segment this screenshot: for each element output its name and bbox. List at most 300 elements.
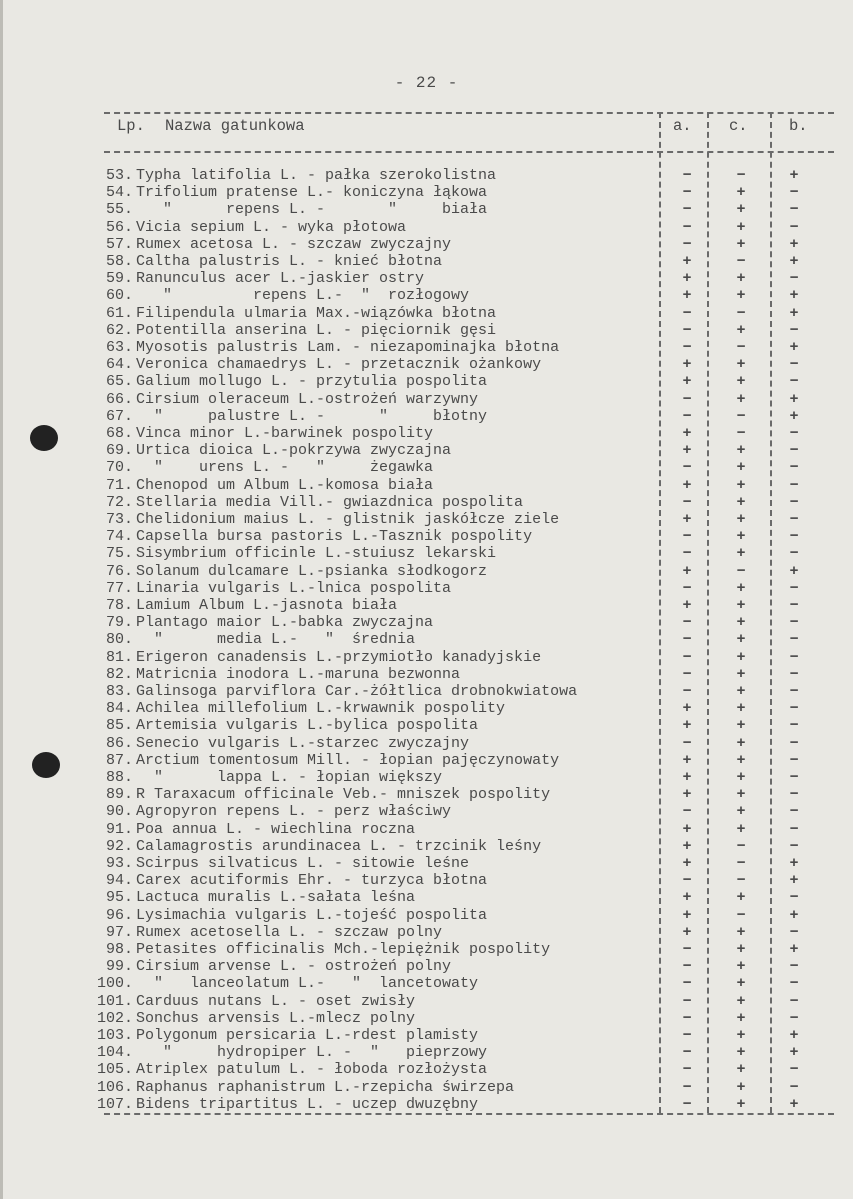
- row-number: 85.: [105, 717, 133, 735]
- table-row: [0, 907, 853, 924]
- table-header-rule: [104, 151, 834, 153]
- mark-c: +: [736, 769, 746, 786]
- mark-a: −: [682, 1009, 692, 1027]
- table-row: [0, 666, 853, 683]
- mark-a: −: [682, 1095, 692, 1113]
- row-number: 69.: [105, 442, 133, 460]
- mark-c: +: [736, 923, 746, 941]
- mark-c: +: [736, 528, 746, 546]
- mark-c: −: [736, 339, 746, 356]
- mark-a: +: [682, 511, 692, 528]
- table-row: [0, 649, 853, 666]
- mark-a: +: [682, 906, 692, 924]
- table-row: [0, 219, 853, 236]
- mark-a: −: [682, 579, 692, 597]
- table-row: [0, 563, 853, 580]
- mark-b: −: [789, 270, 799, 288]
- table-row: [0, 752, 853, 769]
- row-number: 96.: [105, 906, 133, 924]
- table-row: [0, 941, 853, 958]
- row-number: 80.: [105, 631, 133, 649]
- row-number: 63.: [105, 339, 133, 356]
- row-number: 73.: [105, 511, 133, 528]
- species-name: Ranunculus acer L.-jaskier ostry: [136, 270, 425, 288]
- mark-c: +: [736, 992, 746, 1010]
- species-name: Capsella bursa pastoris L.-Tasznik pospolity: [136, 528, 533, 546]
- mark-b: +: [789, 390, 799, 408]
- mark-a: −: [682, 321, 692, 339]
- species-name: Bidens tripartitus L. - uczep dwuzębny: [136, 1095, 479, 1113]
- mark-b: −: [789, 683, 799, 700]
- mark-a: −: [682, 803, 692, 821]
- table-row: [0, 442, 853, 459]
- row-number: 88.: [105, 769, 133, 786]
- mark-a: −: [682, 958, 692, 976]
- mark-c: +: [736, 390, 746, 408]
- species-name: Chenopod um Album L.-komosa biała: [136, 476, 434, 494]
- mark-c: +: [736, 958, 746, 976]
- table-row: [0, 614, 853, 631]
- row-number: 74.: [105, 528, 133, 546]
- row-number: 84.: [105, 700, 133, 718]
- species-name: Arctium tomentosum Mill. - łopian pajęczynowaty: [136, 751, 560, 769]
- header-b: b.: [789, 117, 808, 135]
- row-number: 101.: [96, 992, 133, 1010]
- species-name: Calamagrostis arundinacea L. - trzcinik leśny: [136, 837, 542, 855]
- row-number: 65.: [105, 373, 133, 391]
- species-name: Artemisia vulgaris L.-bylica pospolita: [136, 717, 479, 735]
- species-name: Carex acutiformis Ehr. - turzyca błotna: [136, 872, 488, 890]
- table-row: [0, 528, 853, 545]
- table-row: [0, 459, 853, 476]
- mark-b: −: [789, 1078, 799, 1096]
- mark-a: +: [682, 889, 692, 907]
- mark-b: −: [789, 579, 799, 597]
- mark-a: −: [682, 459, 692, 477]
- row-number: 94.: [105, 872, 133, 890]
- mark-a: −: [682, 545, 692, 563]
- species-name: " media L.- " średnia: [136, 631, 416, 649]
- mark-c: +: [736, 1078, 746, 1096]
- species-name: Vicia sepium L. - wyka płotowa: [136, 218, 407, 236]
- mark-b: −: [789, 803, 799, 821]
- mark-c: +: [736, 700, 746, 718]
- row-number: 58.: [105, 253, 133, 270]
- row-number: 75.: [105, 545, 133, 563]
- mark-b: −: [789, 201, 799, 219]
- mark-b: −: [789, 820, 799, 838]
- mark-a: −: [682, 184, 692, 202]
- row-number: 53.: [105, 167, 133, 184]
- species-name: Linaria vulgaris L.-lnica pospolita: [136, 579, 452, 597]
- row-number: 106.: [96, 1078, 133, 1096]
- species-name: Sisymbrium officinle L.-stuiusz lekarski: [136, 545, 497, 563]
- mark-b: −: [789, 459, 799, 477]
- table-top-rule: [104, 112, 834, 114]
- row-number: 105.: [96, 1061, 133, 1079]
- species-name: Atriplex patulum L. - łoboda rozłożysta: [136, 1061, 488, 1079]
- mark-c: +: [736, 889, 746, 907]
- row-number: 107.: [96, 1095, 133, 1113]
- mark-b: −: [789, 493, 799, 511]
- row-number: 98.: [105, 941, 133, 958]
- table-row: [0, 958, 853, 975]
- species-name: Galium mollugo L. - przytulia pospolita: [136, 373, 488, 391]
- mark-c: +: [736, 511, 746, 528]
- mark-c: +: [736, 442, 746, 460]
- table-row: [0, 889, 853, 906]
- row-number: 97.: [105, 923, 133, 941]
- mark-a: +: [682, 425, 692, 442]
- row-number: 95.: [105, 889, 133, 907]
- row-number: 66.: [105, 390, 133, 408]
- mark-b: +: [789, 253, 799, 270]
- mark-c: +: [736, 717, 746, 735]
- row-number: 57.: [105, 235, 133, 253]
- table-row: [0, 1044, 853, 1061]
- table-row: [0, 373, 853, 390]
- mark-a: +: [682, 837, 692, 855]
- mark-b: +: [789, 287, 799, 305]
- species-name: Rumex acetosella L. - szczaw polny: [136, 923, 443, 941]
- table-row: [0, 1079, 853, 1096]
- mark-c: +: [736, 751, 746, 769]
- table-row: [0, 287, 853, 304]
- mark-a: −: [682, 1078, 692, 1096]
- row-number: 81.: [105, 648, 133, 666]
- table-row: [0, 184, 853, 201]
- species-name: Lysimachia vulgaris L.-tojeść pospolita: [136, 906, 488, 924]
- mark-b: +: [789, 941, 799, 958]
- species-name: Erigeron canadensis L.-przymiotło kanadyjskie: [136, 648, 542, 666]
- row-number: 59.: [105, 270, 133, 288]
- table-row: [0, 786, 853, 803]
- species-name: " hydropiper L. - " pieprzowy: [136, 1044, 488, 1062]
- row-number: 60.: [105, 287, 133, 305]
- mark-b: −: [789, 958, 799, 976]
- species-name: Cirsium arvense L. - ostrożeń polny: [136, 958, 452, 976]
- mark-a: +: [682, 562, 692, 580]
- species-name: Cirsium oleraceum L.-ostrożeń warzywny: [136, 390, 479, 408]
- mark-b: −: [789, 975, 799, 993]
- mark-b: −: [789, 528, 799, 546]
- species-name: " repens L.- " rozłogowy: [136, 287, 470, 305]
- row-number: 54.: [105, 184, 133, 202]
- mark-c: +: [736, 184, 746, 202]
- mark-b: −: [789, 545, 799, 563]
- mark-c: +: [736, 1009, 746, 1027]
- mark-b: −: [789, 373, 799, 391]
- table-row: [0, 838, 853, 855]
- mark-a: −: [682, 339, 692, 356]
- row-number: 55.: [105, 201, 133, 219]
- row-number: 62.: [105, 321, 133, 339]
- species-name: R Taraxacum officinale Veb.- mniszek pospolity: [136, 786, 551, 804]
- mark-a: −: [682, 407, 692, 425]
- mark-b: −: [789, 631, 799, 649]
- mark-a: −: [682, 1044, 692, 1062]
- species-name: Matricnia inodora L.-maruna bezwonna: [136, 665, 461, 683]
- table-row: [0, 339, 853, 356]
- mark-a: +: [682, 717, 692, 735]
- table-row: [0, 408, 853, 425]
- table-row: [0, 201, 853, 218]
- mark-a: +: [682, 786, 692, 804]
- mark-a: −: [682, 201, 692, 219]
- table-row: [0, 700, 853, 717]
- mark-a: −: [682, 1061, 692, 1079]
- table-row: [0, 391, 853, 408]
- mark-a: −: [682, 975, 692, 993]
- mark-b: −: [789, 665, 799, 683]
- row-number: 68.: [105, 425, 133, 442]
- mark-c: +: [736, 820, 746, 838]
- mark-b: −: [789, 734, 799, 752]
- mark-c: +: [736, 941, 746, 958]
- mark-c: −: [736, 855, 746, 872]
- mark-c: −: [736, 837, 746, 855]
- mark-c: +: [736, 218, 746, 236]
- mark-c: +: [736, 975, 746, 993]
- mark-c: −: [736, 906, 746, 924]
- table-row: [0, 872, 853, 889]
- table-row: [0, 683, 853, 700]
- mark-a: −: [682, 648, 692, 666]
- species-name: Lactuca muralis L.-sałata leśna: [136, 889, 416, 907]
- row-number: 100.: [96, 975, 133, 993]
- species-name: " lanceolatum L.- " lancetowaty: [136, 975, 479, 993]
- mark-a: −: [682, 218, 692, 236]
- mark-b: +: [789, 407, 799, 425]
- mark-c: −: [736, 425, 746, 442]
- species-name: Typha latifolia L. - pałka szerokolistna: [136, 167, 497, 184]
- mark-c: +: [736, 1095, 746, 1113]
- mark-a: +: [682, 253, 692, 270]
- mark-a: −: [682, 941, 692, 958]
- mark-b: −: [789, 356, 799, 374]
- header-a: a.: [673, 117, 692, 135]
- species-name: Scirpus silvaticus L. - sitowie leśne: [136, 855, 470, 872]
- mark-a: −: [682, 734, 692, 752]
- mark-b: +: [789, 872, 799, 890]
- table-row: [0, 1027, 853, 1044]
- row-number: 79.: [105, 614, 133, 632]
- mark-b: −: [789, 1009, 799, 1027]
- table-row: [0, 270, 853, 287]
- row-number: 56.: [105, 218, 133, 236]
- mark-a: −: [682, 235, 692, 253]
- row-number: 87.: [105, 751, 133, 769]
- mark-a: +: [682, 373, 692, 391]
- table-row: [0, 821, 853, 838]
- species-name: Rumex acetosa L. - szczaw zwyczajny: [136, 235, 452, 253]
- table-row: [0, 924, 853, 941]
- species-name: " palustre L. - " błotny: [136, 407, 488, 425]
- mark-c: +: [736, 786, 746, 804]
- table-row: [0, 1061, 853, 1078]
- table-row: [0, 494, 853, 511]
- species-name: Veronica chamaedrys L. - przetacznik ożankowy: [136, 356, 542, 374]
- row-number: 70.: [105, 459, 133, 477]
- mark-c: +: [736, 683, 746, 700]
- table-bottom-rule: [104, 1113, 834, 1115]
- mark-b: −: [789, 614, 799, 632]
- mark-a: +: [682, 287, 692, 305]
- mark-a: −: [682, 304, 692, 322]
- table-row: [0, 580, 853, 597]
- species-name: Trifolium pratense L.- koniczyna łąkowa: [136, 184, 488, 202]
- table-row: [0, 855, 853, 872]
- species-name: Sonchus arvensis L.-mlecz polny: [136, 1009, 416, 1027]
- mark-b: +: [789, 562, 799, 580]
- mark-a: +: [682, 855, 692, 872]
- table-row: [0, 545, 853, 562]
- mark-c: +: [736, 235, 746, 253]
- mark-a: −: [682, 167, 692, 184]
- row-number: 64.: [105, 356, 133, 374]
- row-number: 76.: [105, 562, 133, 580]
- row-number: 104.: [96, 1044, 133, 1062]
- mark-a: +: [682, 700, 692, 718]
- row-number: 61.: [105, 304, 133, 322]
- mark-c: −: [736, 407, 746, 425]
- mark-c: +: [736, 1061, 746, 1079]
- species-name: Polygonum persicaria L.-rdest plamisty: [136, 1027, 479, 1044]
- mark-a: +: [682, 597, 692, 614]
- header-name: Nazwa gatunkowa: [165, 117, 305, 135]
- mark-b: −: [789, 1061, 799, 1079]
- mark-a: −: [682, 872, 692, 890]
- mark-c: +: [736, 356, 746, 374]
- mark-c: −: [736, 872, 746, 890]
- mark-b: −: [789, 700, 799, 718]
- row-number: 86.: [105, 734, 133, 752]
- species-name: Potentilla anserina L. - pięciornik gęsi: [136, 321, 497, 339]
- species-name: " repens L. - " biała: [136, 201, 488, 219]
- species-name: Raphanus raphanistrum L.-rzepicha świrzepa: [136, 1078, 515, 1096]
- mark-a: −: [682, 631, 692, 649]
- species-name: Filipendula ulmaria Max.-wiązówka błotna: [136, 304, 497, 322]
- species-name: Carduus nutans L. - oset zwisły: [136, 992, 416, 1010]
- mark-c: +: [736, 321, 746, 339]
- species-name: Galinsoga parviflora Car.-żółtlica drobnokwiatowa: [136, 683, 578, 700]
- mark-b: +: [789, 339, 799, 356]
- species-name: Myosotis palustris Lam. - niezapominajka błotna: [136, 339, 560, 356]
- table-row: [0, 253, 853, 270]
- mark-c: +: [736, 545, 746, 563]
- mark-a: +: [682, 769, 692, 786]
- mark-a: −: [682, 1027, 692, 1044]
- species-name: Senecio vulgaris L.-starzec zwyczajny: [136, 734, 470, 752]
- mark-c: +: [736, 597, 746, 614]
- row-number: 77.: [105, 579, 133, 597]
- mark-c: −: [736, 167, 746, 184]
- species-name: Lamium Album L.-jasnota biała: [136, 597, 398, 614]
- mark-c: +: [736, 579, 746, 597]
- species-name: Caltha palustris L. - knieć błotna: [136, 253, 443, 270]
- header-lp: Lp.: [117, 117, 145, 135]
- row-number: 102.: [96, 1009, 133, 1027]
- mark-a: +: [682, 476, 692, 494]
- species-name: Agropyron repens L. - perz właściwy: [136, 803, 452, 821]
- mark-a: −: [682, 390, 692, 408]
- table-row: [0, 975, 853, 992]
- species-name: Stellaria media Vill.- gwiazdnica pospolita: [136, 493, 524, 511]
- mark-c: +: [736, 270, 746, 288]
- species-name: " urens L. - " żegawka: [136, 459, 434, 477]
- mark-c: +: [736, 493, 746, 511]
- table-row: [0, 1096, 853, 1113]
- table-row: [0, 425, 853, 442]
- table-row: [0, 511, 853, 528]
- table-row: [0, 477, 853, 494]
- mark-c: +: [736, 476, 746, 494]
- mark-b: −: [789, 321, 799, 339]
- mark-b: +: [789, 906, 799, 924]
- mark-c: +: [736, 1044, 746, 1062]
- row-number: 92.: [105, 837, 133, 855]
- mark-b: +: [789, 855, 799, 872]
- mark-c: +: [736, 648, 746, 666]
- species-name: Vinca minor L.-barwinek pospolity: [136, 425, 434, 442]
- page-number: - 22 -: [394, 74, 459, 92]
- table-row: [0, 322, 853, 339]
- mark-b: −: [789, 992, 799, 1010]
- table-row: [0, 305, 853, 322]
- mark-a: −: [682, 992, 692, 1010]
- mark-a: +: [682, 356, 692, 374]
- mark-c: +: [736, 1027, 746, 1044]
- row-number: 99.: [105, 958, 133, 976]
- mark-c: +: [736, 631, 746, 649]
- mark-a: −: [682, 493, 692, 511]
- row-number: 72.: [105, 493, 133, 511]
- mark-b: +: [789, 1044, 799, 1062]
- mark-a: −: [682, 683, 692, 700]
- mark-c: −: [736, 562, 746, 580]
- species-name: Poa annua L. - wiechlina roczna: [136, 820, 416, 838]
- species-name: Chelidonium maius L. - glistnik jaskółcze ziele: [136, 511, 560, 528]
- species-name: Petasites officinalis Mch.-lepiężnik pospolity: [136, 941, 551, 958]
- species-name: " lappa L. - łopian większy: [136, 769, 443, 786]
- mark-b: −: [789, 648, 799, 666]
- table-row: [0, 803, 853, 820]
- row-number: 103.: [96, 1027, 133, 1044]
- table-row: [0, 717, 853, 734]
- mark-b: −: [789, 923, 799, 941]
- mark-c: +: [736, 665, 746, 683]
- mark-c: −: [736, 304, 746, 322]
- mark-b: −: [789, 786, 799, 804]
- species-name: Urtica dioica L.-pokrzywa zwyczajna: [136, 442, 452, 460]
- table-row: [0, 356, 853, 373]
- mark-c: +: [736, 459, 746, 477]
- mark-c: +: [736, 201, 746, 219]
- row-number: 78.: [105, 597, 133, 614]
- table-row: [0, 735, 853, 752]
- mark-a: −: [682, 528, 692, 546]
- row-number: 91.: [105, 820, 133, 838]
- header-c: c.: [729, 117, 748, 135]
- mark-b: −: [789, 218, 799, 236]
- mark-a: +: [682, 820, 692, 838]
- mark-b: −: [789, 751, 799, 769]
- mark-b: +: [789, 167, 799, 184]
- mark-b: +: [789, 304, 799, 322]
- mark-b: −: [789, 184, 799, 202]
- row-number: 83.: [105, 683, 133, 700]
- mark-b: −: [789, 442, 799, 460]
